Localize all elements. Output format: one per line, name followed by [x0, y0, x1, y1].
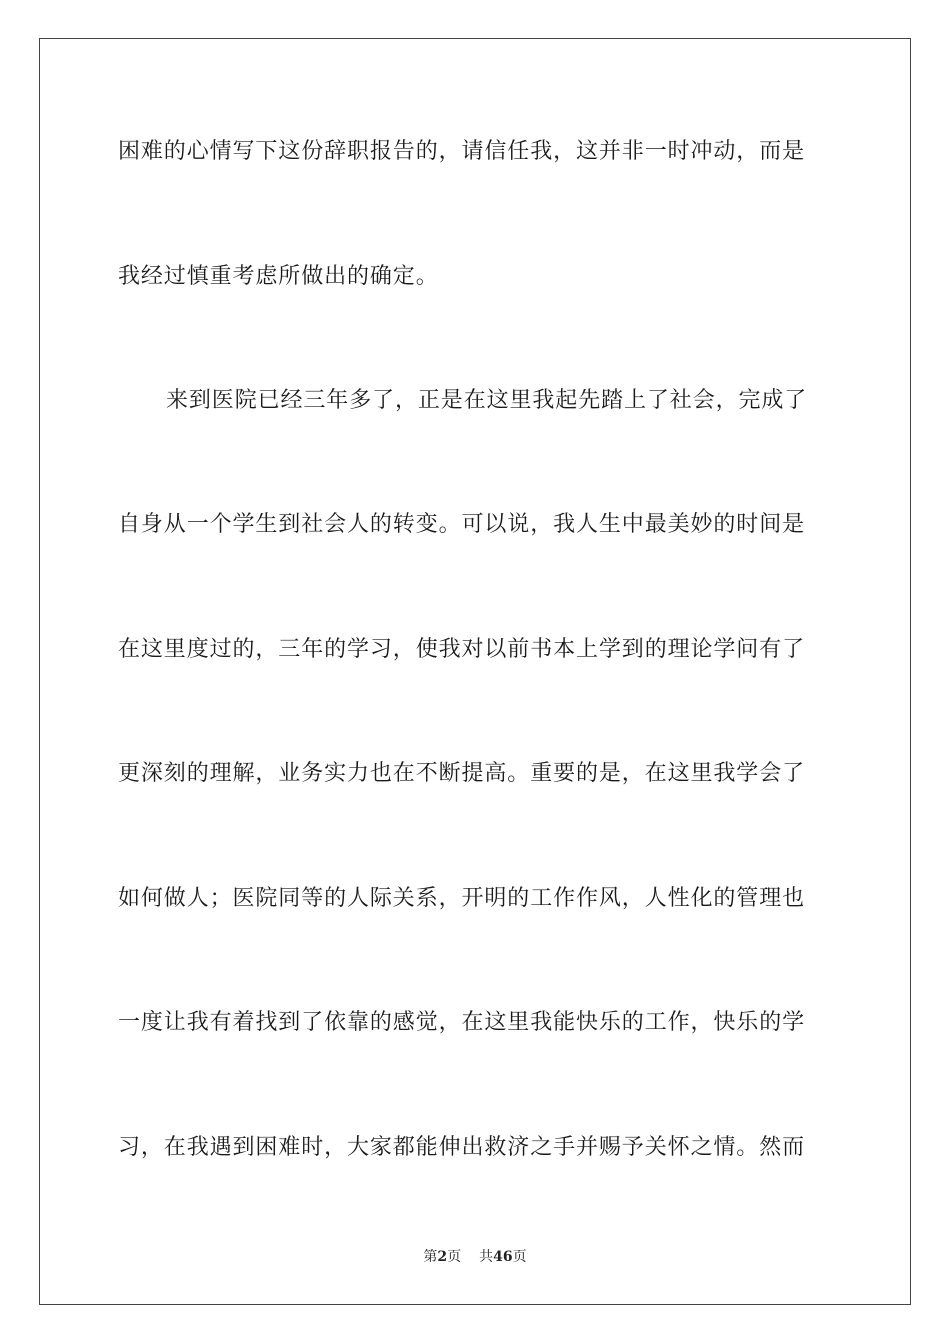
- body-text-line-7: 如何做人；医院同等的人际关系，开明的工作作风，人性化的管理也: [118, 886, 806, 911]
- page-footer: [0, 1248, 950, 1266]
- body-text-line-8: 一度让我有着找到了依靠的感觉，在这里我能快乐的工作，快乐的学: [118, 1010, 806, 1035]
- total-pages: 46: [493, 1249, 513, 1265]
- body-text-line-6: 更深刻的理解，业务实力也在不断提高。重要的是，在这里我学会了: [118, 761, 806, 786]
- page-suffix: 页: [447, 1249, 462, 1265]
- body-text-line-1: 困难的心情写下这份辞职报告的，请信任我，这并非一时冲动，而是: [118, 139, 806, 164]
- body-text-line-5: 在这里度过的，三年的学习，使我对以前书本上学到的理论学问有了: [118, 637, 806, 662]
- total-suffix: 页: [512, 1249, 527, 1265]
- body-text-line-2: 我经过慎重考虑所做出的确定。: [118, 264, 439, 289]
- page-border: [39, 38, 911, 1305]
- body-text-line-3: 来到医院已经三年多了，正是在这里我起先踏上了社会，完成了: [166, 388, 808, 413]
- page-prefix: 第: [423, 1249, 438, 1265]
- body-text-line-4: 自身从一个学生到社会人的转变。可以说，我人生中最美妙的时间是: [118, 512, 806, 537]
- body-text-line-9: 习，在我遇到困难时，大家都能伸出救济之手并赐予关怀之情。然而: [118, 1135, 806, 1160]
- total-prefix: 共: [479, 1249, 494, 1265]
- page-number: 2: [437, 1249, 448, 1265]
